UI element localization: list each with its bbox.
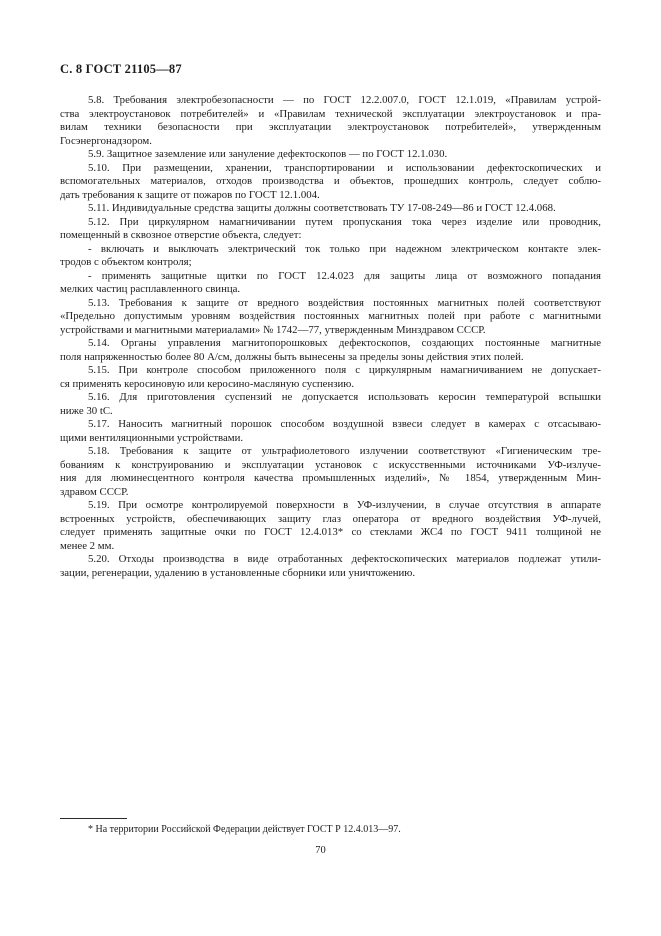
text-line: - включать и выключать электрический ток только при надежном электрическом контакте элек-	[88, 242, 601, 255]
text-line: бованиям к конструированию и эксплуатации установок с искусственными источниками УФ-излуче-	[60, 458, 601, 471]
text-line: 5.14. Органы управления магнитопорошковых дефектоскопов, создающих постоянные магнитные	[88, 337, 601, 349]
paragraph	[60, 553, 601, 580]
text-line: ства электроустановок потребителей» и «Правилам технической эксплуатации электроустановок и пра-	[60, 107, 601, 120]
text-line: встроенных устройств, обеспечивающих защиту глаз оператора от вредного воздействия УФ-лучей,	[60, 512, 601, 525]
document-body	[60, 94, 601, 580]
text-line: 5.13. Требования к защите от вредного воздействия постоянных магнитных полей соответствуют	[88, 296, 601, 309]
paragraph	[60, 445, 601, 499]
paragraph	[60, 243, 601, 270]
text-line: помещенный в сквозное отверстие объекта, следует:	[60, 229, 302, 241]
text-line: поля напряженностью более 80 А/см, должны быть вынесены за пределы зоны действия этих полей.	[60, 350, 524, 363]
text-line: Госэнергонадзором.	[60, 134, 152, 147]
paragraph	[60, 391, 601, 418]
text-line: 5.10. При размещении, хранении, транспортировании и использовании дефектоскопических и	[88, 161, 601, 174]
text-line: щими вентиляционными устройствами.	[60, 431, 244, 444]
text-line: - применять защитные щитки по ГОСТ 12.4.023 для защиты лица от возможного попадания	[88, 269, 601, 282]
text-line: 5.16. Для приготовления суспензий не допускается использовать керосин температурой вспышки	[88, 391, 601, 403]
page-number: 70	[315, 845, 326, 856]
paragraph	[60, 499, 601, 553]
text-line: здравом СССР.	[60, 485, 129, 498]
paragraph	[60, 418, 601, 445]
text-line: 5.8. Требования электробезопасности — по ГОСТ 12.2.007.0, ГОСТ 12.1.019, «Правилам устрой-	[88, 94, 601, 106]
text-line: 5.11. Индивидуальные средства защиты должны соответствовать ТУ 17-08-249—86 и ГОСТ 12.4.068.	[88, 202, 556, 214]
paragraph	[60, 337, 601, 364]
text-line: дать требования к защите от пожаров по ГОСТ 12.1.004.	[60, 188, 320, 201]
text-line: ниже 30 tС.	[60, 404, 113, 417]
text-line: ся применять керосиновую или керосино-масляную суспензию.	[60, 377, 355, 390]
text-line: 5.19. При осмотре контролируемой поверхности в УФ-излучении, в случае отсутствия в аппарате	[88, 499, 601, 511]
text-line: следует применять защитные очки по ГОСТ 12.4.013* со стеклами ЖС4 по ГОСТ 9411 толщиной не	[60, 526, 601, 538]
text-line: 5.12. При циркулярном намагничивании путем пропускания тока через изделие или проводник,	[88, 215, 601, 228]
text-line: «Предельно допустимым уровням воздействия постоянных магнитных полей при работе с магнитными	[60, 310, 601, 322]
paragraph	[60, 148, 601, 162]
paragraph	[60, 297, 601, 338]
text-line: тродов с объектом контроля;	[60, 256, 192, 268]
footnote-separator	[60, 818, 127, 819]
text-line: 5.18. Требования к защите от ультрафиолетового излучении соответствуют «Гигиеническим тре-	[88, 445, 601, 457]
paragraph	[60, 94, 601, 148]
page-header: С. 8 ГОСТ 21105—87	[60, 62, 182, 76]
text-line: устройствами и магнитными материалами» № 1742—77, утвержденным Минздравом СССР.	[60, 323, 486, 336]
paragraph	[60, 162, 601, 203]
text-line: 5.20. Отходы производства в виде отработанных дефектоскопических материалов подлежат утили-	[88, 553, 601, 565]
text-line: менее 2 мм.	[60, 539, 115, 552]
text-line: ния для люминесцентного контроля качества промышленных изделий», № 1854, утвержденным Мин-	[60, 472, 601, 484]
paragraph	[60, 364, 601, 391]
paragraph	[60, 216, 601, 243]
text-line: 5.15. При контроле способом приложенного поля с циркулярным намагничиванием не допускает-	[88, 364, 601, 376]
text-line: зации, регенерации, удалению в установленные сборники или уничтожению.	[60, 566, 416, 579]
text-line: мелких частиц расплавленного свинца.	[60, 283, 241, 295]
footnote-text: * На территории Российской Федерации действует ГОСТ Р 12.4.013—97.	[88, 824, 401, 835]
paragraph	[60, 270, 601, 297]
paragraph	[60, 202, 601, 216]
text-line: 5.17. Наносить магнитный порошок способом воздушной взвеси следует в камерах с отсасываю-	[88, 418, 601, 430]
text-line: вспомогательных материалов, отходов производства и объектов, прошедших контроль, следует соблю-	[60, 175, 601, 187]
text-line: вилам техники безопасности при эксплуатации электроустановок потребителей», утвержденным	[60, 121, 601, 133]
text-line: 5.9. Защитное заземление или зануление дефектоскопов — по ГОСТ 12.1.030.	[88, 148, 448, 160]
